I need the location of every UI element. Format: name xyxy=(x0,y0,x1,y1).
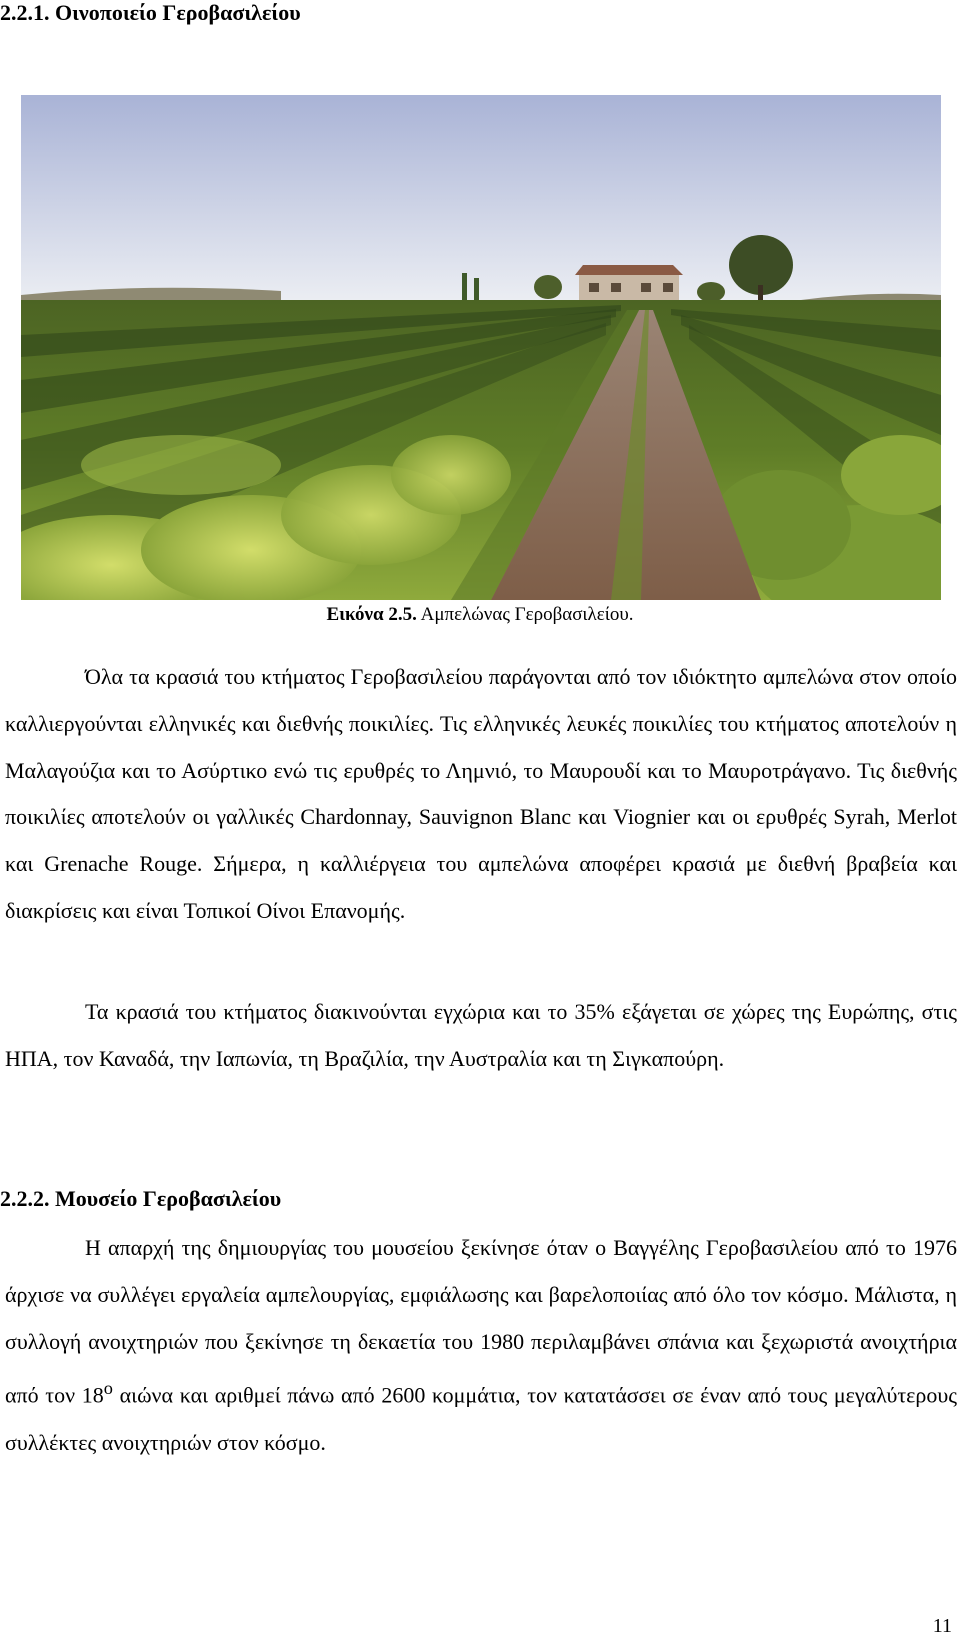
figure-label: Εικόνα 2.5. xyxy=(326,604,417,625)
page-number: 11 xyxy=(932,1615,952,1637)
section-heading-winery: 2.2.1. Οινοποιείο Γεροβασιλείου xyxy=(0,0,301,25)
paragraph-winery-varieties: Όλα τα κρασιά του κτήματος Γεροβασιλείου παράγονται από τον ιδιόκτητο αμπελώνα στον οποίο καλλιεργούνται ελληνικές και διεθνής ποικιλίες. Τις ελληνικές λευκές ποικιλίες του κτήματος αποτελούν η Μαλαγούζια και το Ασύρτικο ενώ τις ερυθρές το Λημνιό, το Μαυρουδί και το Μαυροτράγανο. Τις διεθνής ποικιλίες αποτελούν οι γαλλικές Chardonnay, Sauvignon Blanc και Viognier και οι ερυθρές Syrah, Merlot και Grenache Rouge. Σήμερα, η καλλιέργεια του αμπελώνα αποφέρει κρασιά με διεθνή βραβεία και διακρίσεις και είναι Τοπικοί Οίνοι Επανομής. xyxy=(5,664,957,923)
century-superscript: ο xyxy=(103,1378,113,1399)
paragraph-museum-part-2: αιώνα και αριθμεί πάνω από 2600 κομμάτια, τον κατατάσσει σε έναν από τους μεγαλύτερους συλλέκτες ανοιχτηριών στον κόσμο. xyxy=(5,1382,957,1455)
paragraph-museum xyxy=(5,1225,957,1466)
vineyard-photo xyxy=(21,95,941,600)
figure-caption xyxy=(0,603,960,627)
section-heading-museum: 2.2.2. Μουσείο Γεροβασιλείου xyxy=(0,1186,282,1211)
figure-caption-text: Αμπελώνας Γεροβασιλείου. xyxy=(416,604,634,625)
paragraph-museum-part-1: Η απαρχή της δημιουργίας του μουσείου ξεκίνησε όταν ο Βαγγέλης Γεροβασιλείου από το 1976 άρχισε να συλλέγει εργαλεία αμπελουργίας, εμφιάλωσης και βαρελοποιίας από όλο τον κόσμο. Μάλιστα, η συλλογή ανοιχτηριών που ξεκίνησε τη δεκαετία του 1980 περιλαμβάνει σπάνια και ξεχωριστά ανοιχτήρια από τον 18 xyxy=(5,1235,957,1408)
paragraph-winery-exports: Τα κρασιά του κτήματος διακινούνται εγχώρια και το 35% εξάγεται σε χώρες της Ευρώπης, στις ΗΠΑ, τον Καναδά, την Ιαπωνία, τη Βραζιλία, την Αυστραλία και τη Σιγκαπούρη. xyxy=(5,999,957,1071)
